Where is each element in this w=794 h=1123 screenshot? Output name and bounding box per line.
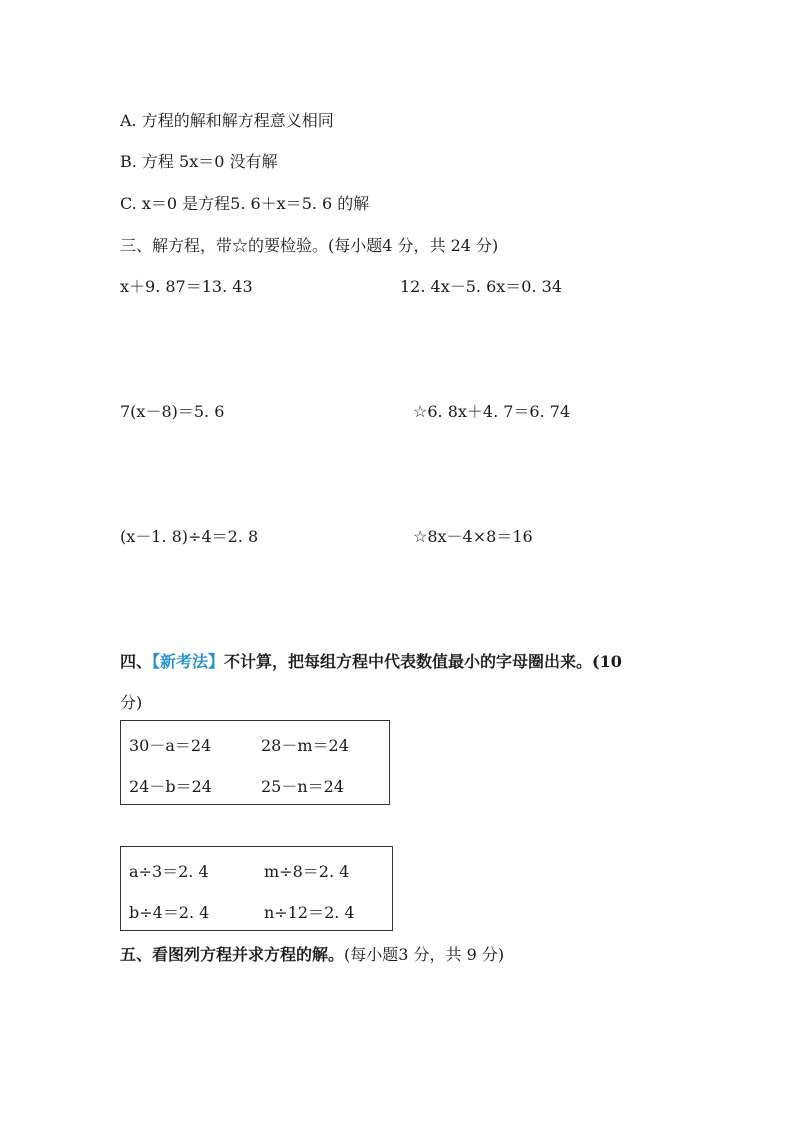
equation-3: 7(x－8)＝5. 6: [120, 402, 225, 421]
group2-eq-m: m÷8＝2. 4: [264, 862, 350, 881]
option-b: B. 方程 5x＝0 没有解: [120, 152, 278, 171]
equation-6: ☆8x－4×8＝16: [413, 527, 533, 546]
group2-eq-n: n÷12＝2. 4: [264, 903, 355, 922]
group2-eq-a: a÷3＝2. 4: [129, 862, 209, 881]
option-c: C. x＝0 是方程5. 6＋x＝5. 6 的解: [120, 194, 370, 213]
group1-eq-n: 25－n＝24: [261, 777, 345, 796]
section-3-title: 三、解方程，带☆的要检验。(每小题4 分，共 24 分): [120, 236, 499, 255]
new-method-tag: 【新考法】: [152, 652, 225, 671]
section-4-prefix: 四、: [120, 652, 153, 671]
group1-eq-m: 28－m＝24: [261, 736, 349, 755]
equation-5: (x－1. 8)÷4＝2. 8: [120, 527, 259, 546]
section-4-title-text: 不计算，把每组方程中代表数值最小的字母圈出来。(10: [224, 652, 622, 671]
group1-eq-a: 30－a＝24: [129, 736, 212, 755]
section-5-title: [120, 942, 504, 965]
section-4-title: [120, 649, 622, 672]
section-5-title-rest: (每小题3 分，共 9 分): [344, 945, 505, 964]
group1-eq-b: 24－b＝24: [129, 777, 212, 796]
option-a: A. 方程的解和解方程意义相同: [120, 111, 334, 130]
section-5-title-bold: 看图列方程并求方程的解。: [152, 945, 345, 964]
group2-eq-b: b÷4＝2. 4: [129, 903, 210, 922]
section-5-prefix: 五、: [120, 945, 153, 964]
equation-4: ☆6. 8x＋4. 7＝6. 74: [413, 402, 571, 421]
equation-2: 12. 4x－5. 6x＝0. 34: [400, 277, 563, 296]
section-4-title-cont: 分): [120, 693, 143, 712]
equation-group-2: [120, 846, 393, 931]
equation-group-1: [120, 720, 390, 805]
equation-1: x＋9. 87＝13. 43: [120, 277, 253, 296]
